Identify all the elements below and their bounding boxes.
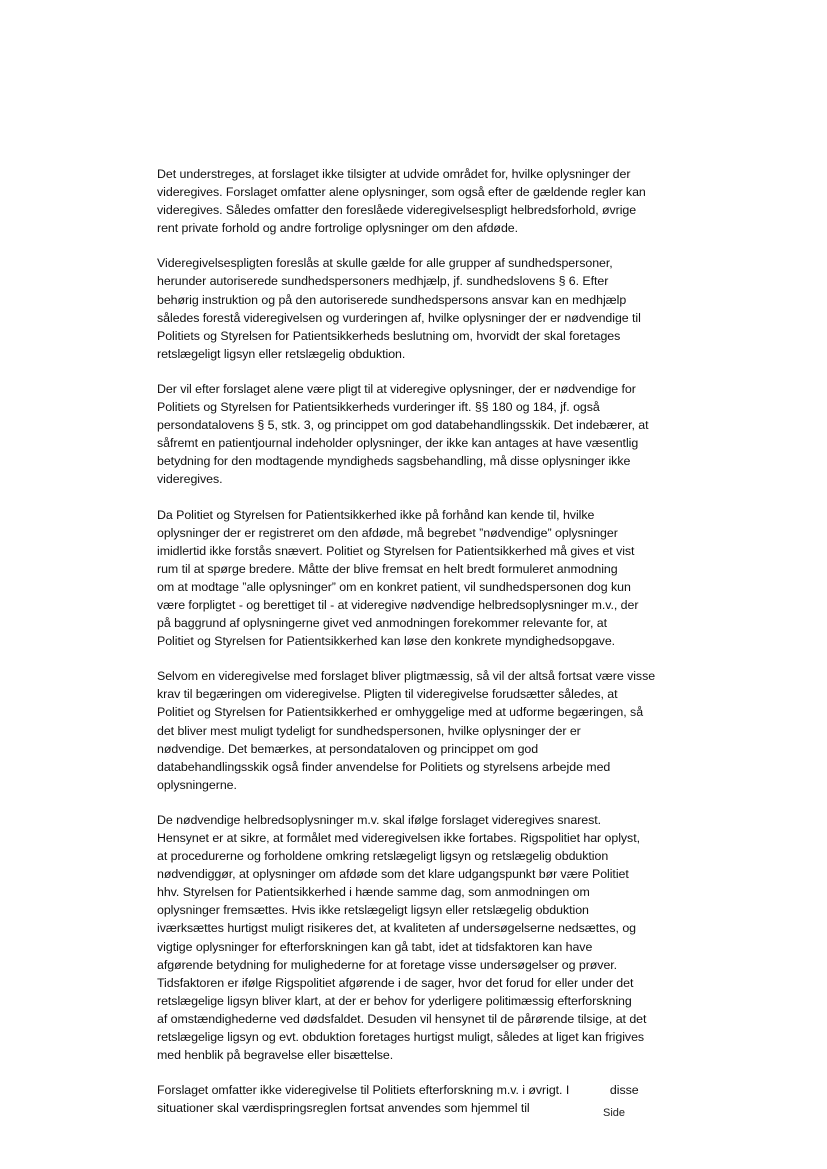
text-line: herunder autoriserede sundhedspersoners medhjælp, jf. sundhedslovens § 6. Efter <box>157 274 609 289</box>
text-line: situationer skal værdispringsreglen fortsat anvendes som hjemmel til <box>157 1101 530 1116</box>
text-line: nødvendige. Det bemærkes, at persondataloven og princippet om god <box>157 741 539 756</box>
text-line: således forestå videregivelsen og vurderingen af, hvilke oplysninger der er nødvendige til <box>157 310 641 325</box>
text-line: Hensynet er at sikre, at formålet med videregivelsen ikke fortabes. Rigspolitiet har oplyst, <box>157 831 640 845</box>
text-line: såfremt en patientjournal indeholder oplysninger, der ikke kan antages at have væsentlig <box>157 436 639 451</box>
text-line: Videregivelsespligten foreslås at skulle gælde for alle grupper af sundhedspersoner, <box>157 256 613 271</box>
paragraph <box>157 1081 677 1117</box>
text-line: oplysningerne. <box>157 777 237 792</box>
paragraph <box>157 165 677 237</box>
text-line: videregives. Forslaget omfatter alene oplysninger, som også efter de gældende regler kan <box>157 185 646 200</box>
text-line: af omstændighederne ved dødsfaldet. Desuden vil hensynet til de pårørende tilsige, at det <box>157 1011 647 1026</box>
text-line: imidlertid ikke forstås snævert. Politiet og Styrelsen for Patientsikkerhed må gives et vist <box>157 543 635 558</box>
paragraph <box>157 506 677 651</box>
paragraph <box>157 380 677 489</box>
paragraph <box>157 667 677 794</box>
text-line: oplysninger fremsættes. Hvis ikke retslægeligt ligsyn eller retslægelig obduktion <box>157 903 589 918</box>
text-line: databehandlingsskik også finder anvendelse for Politiets og styrelsens arbejde med <box>157 759 611 774</box>
text-line: Tidsfaktoren er ifølge Rigspolitiet afgørende i de sager, hvor det forud for eller under det <box>157 975 634 990</box>
document-body <box>157 165 677 1134</box>
text-line: retslægeligt ligsyn eller retslægelig obduktion. <box>157 346 406 361</box>
text-line: Forslaget omfatter ikke videregivelse til Politiets efterforskning m.v. i øvrigt. I disse <box>157 1083 639 1098</box>
text-line: Politiets og Styrelsen for Patientsikkerheds beslutning om, hvorvidt der skal foretages <box>157 328 621 343</box>
paragraph <box>157 254 677 363</box>
text-line: retslægelige ligsyn og evt. obduktion foretages hurtigst muligt, således at liget kan frigives <box>157 1030 645 1045</box>
text-line: iværksættes hurtigst muligt risikeres det, at kvaliteten af undersøgelserne nedsættes, og <box>157 921 637 936</box>
text-line: Der vil efter forslaget alene være pligt til at videregive oplysninger, der er nødvendige for <box>157 381 636 396</box>
text-line: om at modtage ”alle oplysninger” om en konkret patient, vil sundhedspersonen dog kun <box>157 579 631 594</box>
text-line: Politiet og Styrelsen for Patientsikkerhed er omhyggelige med at udforme begæringen, så <box>157 705 644 720</box>
page-footer-label: Side <box>603 1107 626 1119</box>
text-line: afgørende betydning for mulighederne for at foretage visse undersøgelser og prøver. <box>157 957 618 972</box>
text-line: vigtige oplysninger for efterforskningen kan gå tabt, idet at tidsfaktoren kan have <box>157 939 593 954</box>
text-line: Politiet og Styrelsen for Patientsikkerhed kan løse den konkrete myndighedsopgave. <box>157 634 616 649</box>
text-line: videregives. <box>157 472 223 487</box>
text-line: at procedurerne og forholdene omkring retslægeligt ligsyn og retslægelig obduktion <box>157 849 609 864</box>
text-line: Det understreges, at forslaget ikke tilsigter at udvide området for, hvilke oplysninger der <box>157 167 631 181</box>
text-line: med henblik på begravelse eller bisættelse. <box>157 1048 394 1063</box>
text-line: på baggrund af oplysningerne givet ved anmodningen forekommer relevante for, at <box>157 616 607 631</box>
text-line: oplysninger der er registreret om den afdøde, må begrebet ”nødvendige” oplysninger <box>157 525 618 540</box>
text-line: Da Politiet og Styrelsen for Patientsikkerhed ikke på forhånd kan kende til, hvilke <box>157 507 595 522</box>
text-line: persondatalovens § 5, stk. 3, og princippet om god databehandlingsskik. Det indebærer, at <box>157 418 649 433</box>
text-line: betydning for den modtagende myndigheds sagsbehandling, må disse oplysninger ikke <box>157 454 631 469</box>
text-line: videregives. Således omfatter den foreslåede videregivelsespligt helbredsforhold, øvrige <box>157 203 637 218</box>
text-line: hhv. Styrelsen for Patientsikkerhed i hænde samme dag, som anmodningen om <box>157 885 590 900</box>
text-line: rum til at spørge bredere. Måtte der blive fremsat en helt bredt formuleret anmodning <box>157 561 618 576</box>
text-line: behørig instruktion og på den autoriserede sundhedspersons ansvar kan en medhjælp <box>157 292 627 307</box>
text-line: krav til begæringen om videregivelse. Pligten til videregivelse forudsætter således, at <box>157 687 618 702</box>
text-line: De nødvendige helbredsoplysninger m.v. skal ifølge forslaget videregives snarest. <box>157 812 602 827</box>
paragraph <box>157 811 677 1064</box>
text-line: Selvom en videregivelse med forslaget bliver pligtmæssig, så vil der altså fortsat være visse <box>157 669 656 684</box>
text-line: Politiets og Styrelsen for Patientsikkerheds vurderinger ift. §§ 180 og 184, jf. også <box>157 400 600 415</box>
text-line: det bliver mest muligt tydeligt for sundhedspersonen, hvilke oplysninger der er <box>157 723 581 738</box>
text-line: rent private forhold og andre fortrolige oplysninger om den afdøde. <box>157 221 519 236</box>
text-line: være forpligtet - og berettiget til - at videregive nødvendige helbredsoplysninger m.v., der <box>157 597 639 612</box>
text-line: retslægelige ligsyn bliver klart, at der er behov for yderligere politimæssig efterforskning <box>157 993 632 1008</box>
text-line: nødvendiggør, at oplysninger om afdøde som det klare udgangspunkt bør være Politiet <box>157 867 629 882</box>
